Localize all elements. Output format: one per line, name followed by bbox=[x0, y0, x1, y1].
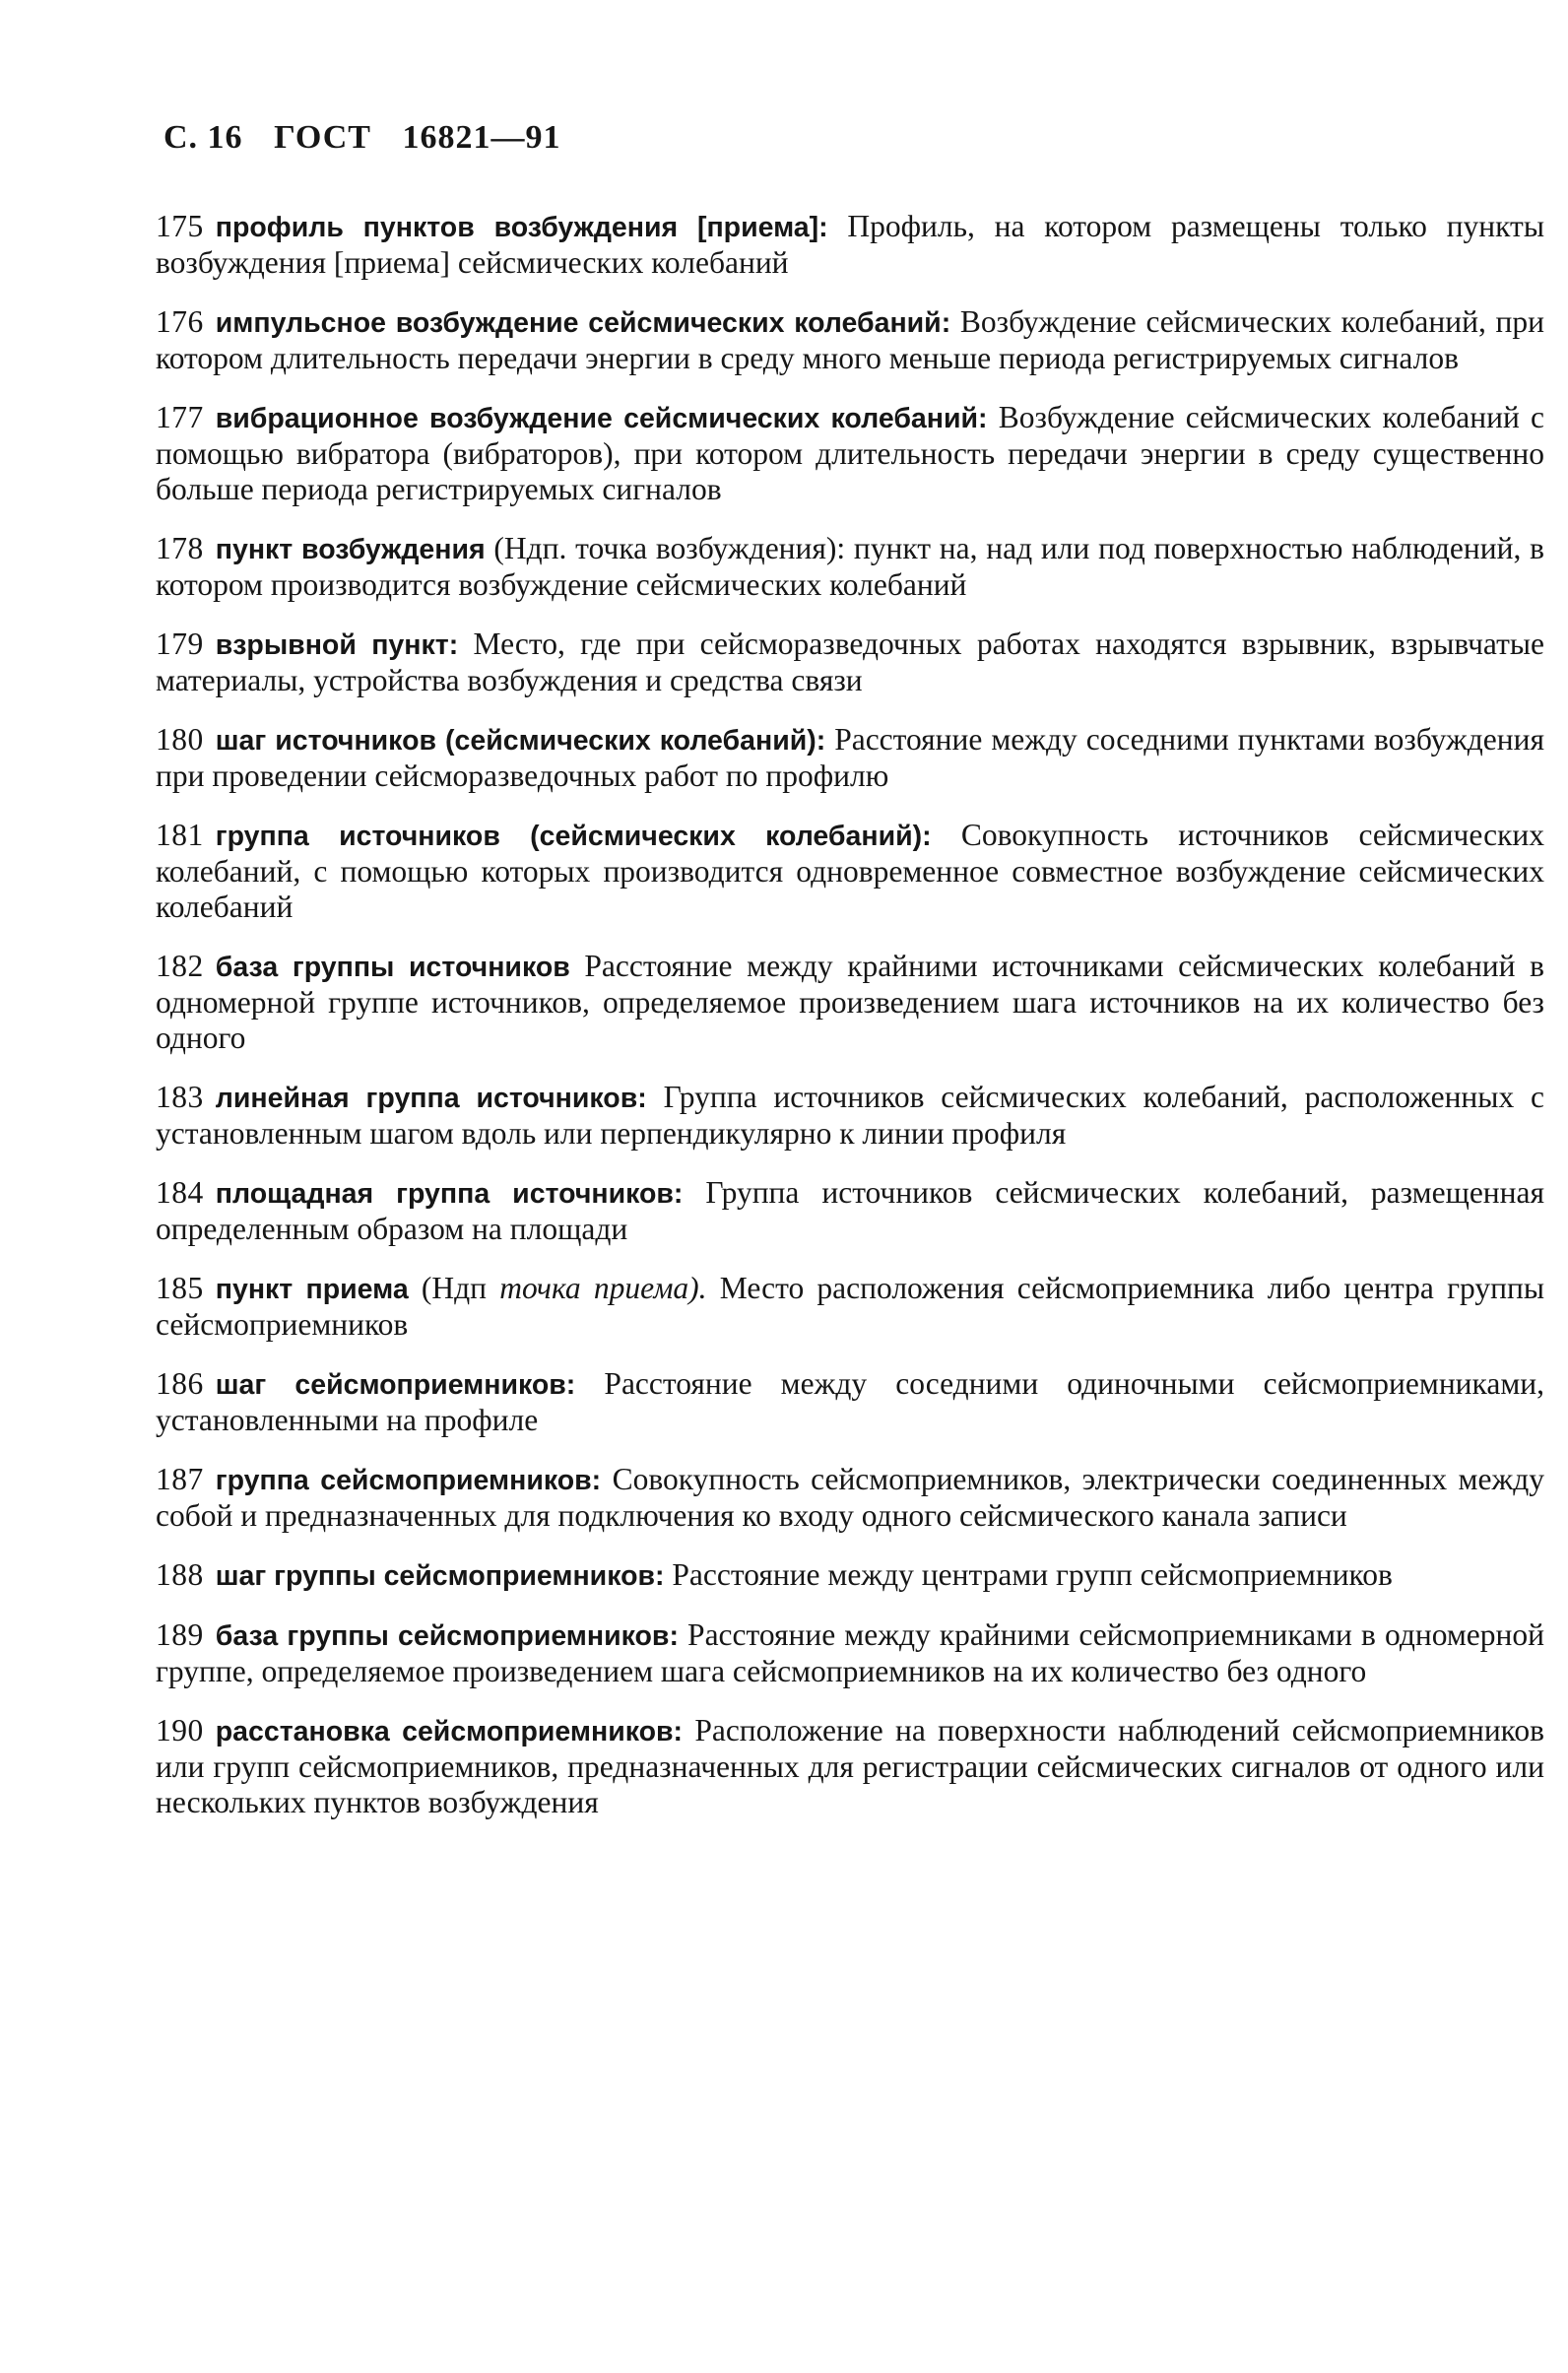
term-definition: Группа источников сейсмических колебаний, расположенных с установленным шагом вдоль или перпендикулярно к линии профиля bbox=[156, 1080, 1545, 1151]
term-definition: Профиль, на котором размещены только пункты возбуждения [приема] сейсмических колебаний bbox=[156, 209, 1544, 280]
term-number: 189 bbox=[156, 1617, 204, 1652]
term-definition: Группа источников сейсмических колебаний, размещенная определенным образом на площади bbox=[156, 1175, 1544, 1246]
term-entry bbox=[156, 1462, 1544, 1534]
term-number: 180 bbox=[156, 722, 204, 757]
term-number: 184 bbox=[156, 1175, 204, 1210]
page-number: С. 16 bbox=[163, 119, 243, 156]
term-name: линейная группа источников: bbox=[215, 1083, 647, 1114]
term-definition: Расстояние между крайними источниками сейсмических колебаний в одномерной группе источников, определяемое произведением шага источников на их количество без одного bbox=[156, 949, 1544, 1055]
term-entry bbox=[156, 1271, 1544, 1343]
term-number: 175 bbox=[156, 209, 204, 243]
term-name: база группы сейсмоприемников: bbox=[215, 1620, 679, 1652]
term-entry bbox=[156, 209, 1544, 281]
term-name: расстановка сейсмоприемников: bbox=[215, 1716, 684, 1747]
term-number: 176 bbox=[156, 304, 204, 339]
term-name: шаг источников (сейсмических колебаний): bbox=[215, 725, 826, 757]
term-number: 187 bbox=[156, 1462, 204, 1496]
term-entry bbox=[156, 626, 1544, 698]
term-entry bbox=[156, 1557, 1544, 1594]
term-name: площадная группа источников: bbox=[215, 1178, 684, 1210]
term-entry bbox=[156, 818, 1544, 925]
term-definition: Совокупность источников сейсмических колебаний, с помощью которых производится одновременное совместное возбуждение сейсмических колебаний bbox=[156, 818, 1544, 924]
term-number: 181 bbox=[156, 818, 204, 852]
term-entry bbox=[156, 722, 1544, 794]
term-note-italic: точка приема). bbox=[499, 1271, 707, 1305]
term-definition: Расстояние между центрами групп сейсмоприемников bbox=[672, 1557, 1393, 1592]
term-entry bbox=[156, 1713, 1544, 1820]
term-definition: Расстояние между крайними сейсмоприемниками в одномерной группе, определяемое произведением шага сейсмоприемников на их количество без одного bbox=[156, 1617, 1544, 1688]
term-definition: Совокупность сейсмоприемников, электрически соединенных между собой и предназначенных для подключения ко входу одного сейсмического канала записи bbox=[156, 1462, 1544, 1533]
term-definition: (Ндп. точка возбуждения): пункт на, над или под поверхностью наблюдений, в котором производится возбуждение сейсмических колебаний bbox=[156, 531, 1545, 602]
term-number: 186 bbox=[156, 1366, 204, 1401]
term-number: 182 bbox=[156, 949, 204, 983]
term-definition: Расстояние между соседними одиночными сейсмоприемниками, установленными на профиле bbox=[156, 1366, 1545, 1437]
term-definition: Место, где при сейсморазведочных работах находятся взрывник, взрывчатые материалы, устройства возбуждения и средства связи bbox=[156, 626, 1544, 697]
term-entry bbox=[156, 531, 1544, 603]
term-number: 185 bbox=[156, 1271, 204, 1305]
term-name: пункт приема bbox=[215, 1274, 409, 1305]
page-header bbox=[163, 116, 1544, 160]
term-definition: Расположение на поверхности наблюдений сейсмоприемников или групп сейсмоприемников, предназначенных для регистрации сейсмических сигналов от одного или нескольких пунктов возбуждения bbox=[156, 1713, 1545, 1819]
term-entry bbox=[156, 1175, 1544, 1247]
term-number: 183 bbox=[156, 1080, 204, 1114]
term-entry bbox=[156, 1617, 1544, 1689]
term-definition: Возбуждение сейсмических колебаний, при котором длительность передачи энергии в среду много меньше периода регистрируемых сигналов bbox=[156, 304, 1544, 375]
standard-label: ГОСТ bbox=[274, 119, 371, 156]
term-name: взрывной пункт: bbox=[215, 629, 459, 661]
term-definition: Возбуждение сейсмических колебаний с помощью вибратора (вибраторов), при котором длительность передачи энергии в среду существенно больше периода регистрируемых сигналов bbox=[156, 400, 1544, 506]
term-definition: Место расположения сейсмоприемника либо центра группы сейсмоприемников bbox=[156, 1271, 1545, 1342]
document-page bbox=[156, 116, 1544, 2333]
term-name: группа источников (сейсмических колебаний): bbox=[215, 821, 932, 852]
term-entry bbox=[156, 304, 1544, 376]
term-name: база группы источников bbox=[215, 952, 570, 983]
term-name: импульсное возбуждение сейсмических колебаний: bbox=[215, 307, 951, 339]
term-entry bbox=[156, 949, 1544, 1056]
term-definition: Расстояние между соседними пунктами возбуждения при проведении сейсморазведочных работ по профилю bbox=[156, 722, 1544, 793]
term-name: шаг сейсмоприемников: bbox=[215, 1369, 576, 1401]
term-name: шаг группы сейсмоприемников: bbox=[215, 1560, 665, 1592]
term-entry bbox=[156, 1366, 1544, 1438]
standard-number: 16821—91 bbox=[402, 119, 561, 156]
terms-list bbox=[156, 209, 1544, 1820]
term-name: группа сейсмоприемников: bbox=[215, 1465, 602, 1496]
term-note: (Ндп bbox=[421, 1271, 488, 1305]
term-number: 179 bbox=[156, 626, 204, 661]
term-name: вибрационное возбуждение сейсмических колебаний: bbox=[215, 403, 988, 434]
term-number: 177 bbox=[156, 400, 204, 434]
term-number: 188 bbox=[156, 1557, 204, 1592]
term-name: пункт возбуждения bbox=[215, 534, 486, 565]
term-number: 178 bbox=[156, 531, 204, 565]
term-number: 190 bbox=[156, 1713, 204, 1747]
term-entry bbox=[156, 1080, 1544, 1152]
term-name: профиль пунктов возбуждения [приема]: bbox=[215, 212, 828, 243]
term-entry bbox=[156, 400, 1544, 507]
